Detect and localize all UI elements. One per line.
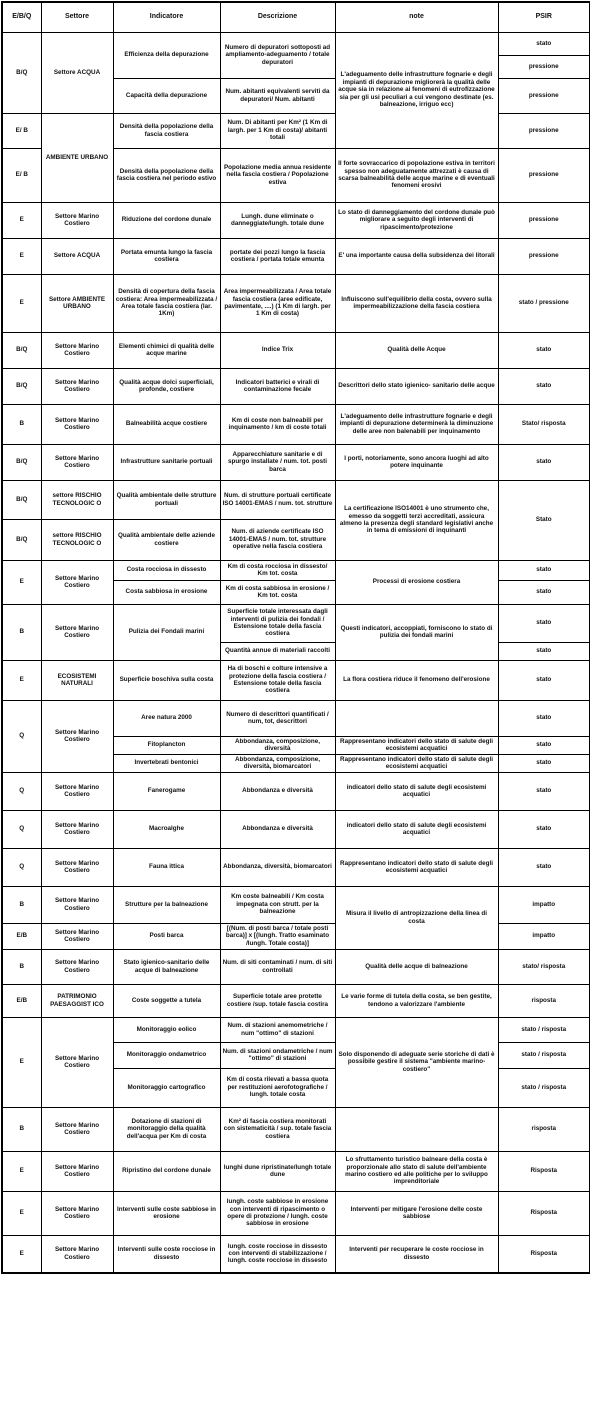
cell-descrizione: Abbondanza e diversità: [220, 810, 335, 848]
cell-psir: stato: [498, 368, 590, 404]
cell-ebq: B/Q: [2, 32, 41, 113]
cell-ebq: B/Q: [2, 480, 41, 519]
cell-indicatore: Densità della popolazione della fascia costiera nel periodo estivo: [113, 148, 220, 202]
cell-psir: stato: [498, 754, 590, 772]
cell-ebq: E/ B: [2, 113, 41, 148]
cell-indicatore: Balneabilità acque costiere: [113, 404, 220, 444]
cell-settore: Settore Marino Costiero: [41, 368, 113, 404]
cell-note: Rappresentano indicatori dello stato di salute degli ecosistemi acquatici: [335, 736, 498, 754]
cell-indicatore: Elementi chimici di qualità delle acque marine: [113, 332, 220, 368]
cell-indicatore: Qualità ambientale delle aziende costiere: [113, 519, 220, 560]
cell-psir: pressione: [498, 148, 590, 202]
cell-descrizione: Quantità annue di materiali raccolti: [220, 642, 335, 660]
cell-settore: Settore Marino Costiero: [41, 332, 113, 368]
cell-settore: Settore Marino Costiero: [41, 772, 113, 810]
cell-note: Qualità delle acque di balneazione: [335, 949, 498, 984]
cell-indicatore: Stato igienico-sanitario delle acque di balneazione: [113, 949, 220, 984]
table-row: [2, 700, 590, 736]
cell-note: Influiscono sull'equilibrio della costa, ovvero sulla impermeabilizzazione della fascia costiera: [335, 274, 498, 332]
cell-ebq: B: [2, 949, 41, 984]
cell-settore: Settore Marino Costiero: [41, 604, 113, 660]
cell-note: Rappresentano indicatori dello stato di salute degli ecosistemi acquatici: [335, 754, 498, 772]
cell-settore: AMBIENTE URBANO: [41, 113, 113, 202]
cell-note: L'adeguamento delle infrastrutture fognarie e degli impianti di depurazione determinerà la diminuzione delle aree non balenabili per inquinamento: [335, 404, 498, 444]
cell-descrizione: Num. di siti contaminati / num. di siti controllati: [220, 949, 335, 984]
cell-psir: pressione: [498, 202, 590, 238]
cell-settore: Settore Marino Costiero: [41, 810, 113, 848]
cell-descrizione: Km² di fascia costiera monitorati con sistematicità / sup. totale fascia costiera: [220, 1107, 335, 1151]
cell-descrizione: Num. abitanti equivalenti serviti da depuratori/ Num. abitanti: [220, 78, 335, 113]
cell-psir: impatto: [498, 886, 590, 923]
cell-indicatore: Posti barca: [113, 923, 220, 949]
cell-psir: stato: [498, 700, 590, 736]
cell-psir: stato/ risposta: [498, 949, 590, 984]
cell-ebq: E: [2, 1235, 41, 1273]
cell-settore: Settore Marino Costiero: [41, 1191, 113, 1235]
cell-indicatore: Coste soggette a tutela: [113, 984, 220, 1017]
cell-settore: Settore Marino Costiero: [41, 404, 113, 444]
cell-settore: Settore Marino Costiero: [41, 1151, 113, 1191]
cell-ebq: B/Q: [2, 444, 41, 480]
cell-settore: Settore Marino Costiero: [41, 560, 113, 604]
cell-descrizione: [(Num. di posti barca / totale posti barca)] x [(lungh. Tratto esaminato /lungh. Totale costa)]: [220, 923, 335, 949]
cell-descrizione: Km di costa rocciosa in dissesto/ Km tot. costa: [220, 560, 335, 580]
table-row: [2, 949, 590, 984]
table-row: [2, 202, 590, 238]
header-row: [2, 2, 590, 32]
cell-psir: Stato/ risposta: [498, 404, 590, 444]
table-row: [2, 274, 590, 332]
cell-psir: stato: [498, 642, 590, 660]
cell-psir: stato / risposta: [498, 1042, 590, 1068]
cell-psir: pressione: [498, 78, 590, 113]
cell-ebq: E/B: [2, 984, 41, 1017]
cell-note: [335, 700, 498, 736]
column-header-psir: PSIR: [498, 2, 590, 32]
cell-descrizione: Numero di depuratori sottoposti ad ampliamento-adeguamento / totale depuratori: [220, 32, 335, 78]
cell-descrizione: Km di costa rilevati a bassa quota per restituzioni aerofotografiche / lungh. totale costa: [220, 1068, 335, 1107]
cell-descrizione: Km di costa sabbiosa in erosione / Km tot. costa: [220, 580, 335, 604]
cell-indicatore: Ripristino del cordone dunale: [113, 1151, 220, 1191]
table-row: [2, 113, 590, 148]
cell-indicatore: Capacità della depurazione: [113, 78, 220, 113]
cell-indicatore: Fauna ittica: [113, 848, 220, 886]
cell-descrizione: Superficie totale aree protette costiere /sup. totale fascia costira: [220, 984, 335, 1017]
column-header-ebq: E/B/Q: [2, 2, 41, 32]
cell-indicatore: Fanerogame: [113, 772, 220, 810]
cell-descrizione: lungh. coste rocciose in dissesto con interventi di stabilizzazione / lungh. coste rocciose in dissesto: [220, 1235, 335, 1273]
cell-indicatore: Qualità acque dolci superficiali, profonde, costiere: [113, 368, 220, 404]
table-row: [2, 404, 590, 444]
cell-settore: Settore Marino Costiero: [41, 1235, 113, 1273]
cell-note: Qualità delle Acque: [335, 332, 498, 368]
cell-ebq: E: [2, 1191, 41, 1235]
cell-settore: Settore Marino Costiero: [41, 700, 113, 772]
cell-indicatore: Densità della popolazione della fascia costiera: [113, 113, 220, 148]
cell-psir: stato: [498, 444, 590, 480]
cell-psir: stato: [498, 848, 590, 886]
cell-psir: risposta: [498, 1107, 590, 1151]
table-row: [2, 1151, 590, 1191]
cell-ebq: B/Q: [2, 368, 41, 404]
cell-ebq: E: [2, 274, 41, 332]
cell-descrizione: Num. di stazioni ondametriche / num "ottimo" di stazioni: [220, 1042, 335, 1068]
table-row: [2, 1017, 590, 1042]
table-row: [2, 560, 590, 580]
cell-settore: Settore ACQUA: [41, 238, 113, 274]
cell-ebq: B/Q: [2, 332, 41, 368]
cell-ebq: B: [2, 1107, 41, 1151]
cell-psir: stato: [498, 604, 590, 642]
cell-ebq: Q: [2, 700, 41, 772]
cell-psir: stato: [498, 736, 590, 754]
cell-note: La certificazione ISO14001 è uno strumento che, emesso da soggetti terzi accreditati, assicura almeno la presenza degli standard legislativi anche in tema di emissioni di inquinanti: [335, 480, 498, 560]
cell-descrizione: Indice Trix: [220, 332, 335, 368]
cell-indicatore: Dotazione di stazioni di monitoraggio della qualità dell'acqua per Km di costa: [113, 1107, 220, 1151]
cell-settore: Settore Marino Costiero: [41, 923, 113, 949]
table-row: [2, 984, 590, 1017]
table-row: [2, 604, 590, 642]
table-row: [2, 660, 590, 700]
column-header-indicatore: Indicatore: [113, 2, 220, 32]
cell-note: I porti, notoriamente, sono ancora luoghi ad alto potere inquinante: [335, 444, 498, 480]
cell-ebq: B: [2, 604, 41, 660]
cell-settore: settore RISCHIO TECNOLOGIC O: [41, 519, 113, 560]
cell-indicatore: Qualità ambientale delle strutture portuali: [113, 480, 220, 519]
cell-indicatore: Aree natura 2000: [113, 700, 220, 736]
cell-psir: stato: [498, 660, 590, 700]
cell-indicatore: Invertebrati bentonici: [113, 754, 220, 772]
cell-indicatore: Riduzione del cordone dunale: [113, 202, 220, 238]
psir-indicator-table: [1, 1, 590, 1274]
cell-settore: Settore Marino Costiero: [41, 949, 113, 984]
cell-indicatore: Pulizia dei Fondali marini: [113, 604, 220, 660]
cell-indicatore: Strutture per la balneazione: [113, 886, 220, 923]
cell-note: Lo stato di danneggiamento del cordone dunale può migliorare a seguito degli interventi di ripascimento/protezione: [335, 202, 498, 238]
cell-indicatore: Costa sabbiosa in erosione: [113, 580, 220, 604]
cell-ebq: B/Q: [2, 519, 41, 560]
table-row: [2, 1107, 590, 1151]
cell-note: Interventi per recuperare le coste rocciose in dissesto: [335, 1235, 498, 1273]
cell-psir: stato / risposta: [498, 1068, 590, 1107]
cell-indicatore: Densità di copertura della fascia costiera: Area impermeabilizzata / Area totale fascia costiera (lar. 1Km): [113, 274, 220, 332]
cell-descrizione: lunghi dune ripristinate/lungh totale dune: [220, 1151, 335, 1191]
cell-ebq: Q: [2, 848, 41, 886]
cell-note: E' una importante causa della subsidenza dei litorali: [335, 238, 498, 274]
cell-ebq: E: [2, 560, 41, 604]
cell-ebq: E: [2, 202, 41, 238]
table-row: [2, 772, 590, 810]
cell-note: Lo sfruttamento turistico balneare della costa è proporzionale allo stato di salute dell'ambiente marino costiero ed alle politiche per lo sviluppo imprenditoriale: [335, 1151, 498, 1191]
cell-indicatore: Interventi sulle coste sabbiose in erosione: [113, 1191, 220, 1235]
cell-psir: stato: [498, 560, 590, 580]
cell-note: Descrittori dello stato igienico- sanitario delle acque: [335, 368, 498, 404]
table-row: [2, 810, 590, 848]
cell-descrizione: Km coste balneabili / Km costa impegnata con strutt. per la balneazione: [220, 886, 335, 923]
cell-psir: impatto: [498, 923, 590, 949]
column-header-note: note: [335, 2, 498, 32]
table-row: [2, 480, 590, 519]
cell-psir: stato: [498, 580, 590, 604]
cell-descrizione: Ha di boschi e colture intensive a protezione della fascia costiera / Estensione totale della fascia costiera: [220, 660, 335, 700]
cell-descrizione: Area impermeabilizzata / Area totale fascia costiera (aree edificate, pavimentate, ....) (1 Km di largh. per 1 Km di costa): [220, 274, 335, 332]
cell-settore: Settore Marino Costiero: [41, 886, 113, 923]
table-row: [2, 444, 590, 480]
cell-ebq: E/ B: [2, 148, 41, 202]
cell-descrizione: Lungh. dune eliminate o danneggiate/lungh. totale dune: [220, 202, 335, 238]
cell-note: indicatori dello stato di salute degli ecosistemi acquatici: [335, 810, 498, 848]
cell-note: La flora costiera riduce il fenomeno dell'erosione: [335, 660, 498, 700]
cell-ebq: E/B: [2, 923, 41, 949]
table-row: [2, 32, 590, 55]
cell-ebq: E: [2, 1151, 41, 1191]
cell-indicatore: Efficienza della depurazione: [113, 32, 220, 78]
cell-psir: Risposta: [498, 1235, 590, 1273]
cell-psir: stato / risposta: [498, 1017, 590, 1042]
cell-descrizione: Abbondanza, composizione, diversità, biomarcatori: [220, 754, 335, 772]
cell-psir: Stato: [498, 480, 590, 560]
cell-descrizione: Km di coste non balneabili per inquinamento / km di coste totali: [220, 404, 335, 444]
cell-settore: Settore Marino Costiero: [41, 1107, 113, 1151]
cell-note: Processi di erosione costiera: [335, 560, 498, 604]
cell-settore: settore RISCHIO TECNOLOGIC O: [41, 480, 113, 519]
cell-note: Questi indicatori, accoppiati, forniscono lo stato di pulizia dei fondali marini: [335, 604, 498, 660]
cell-settore: Settore AMBIENTE URBANO: [41, 274, 113, 332]
cell-descrizione: Num. di aziende certificate ISO 14001-EMAS / num. tot. strutture operative nella fascia costiera: [220, 519, 335, 560]
cell-settore: ECOSISTEMI NATURALI: [41, 660, 113, 700]
cell-descrizione: Abbondanza, composizione, diversità: [220, 736, 335, 754]
cell-note: Le varie forme di tutela della costa, se ben gestite, tendono a valorizzare l'ambiente: [335, 984, 498, 1017]
cell-ebq: E: [2, 660, 41, 700]
cell-descrizione: lungh. coste sabbiose in erosione con interventi di ripascimento o opere di protezione / lungh. coste sabbiose in erosione: [220, 1191, 335, 1235]
cell-ebq: E: [2, 238, 41, 274]
cell-descrizione: Abbondanza e diversità: [220, 772, 335, 810]
table-row: [2, 332, 590, 368]
cell-descrizione: Popolazione media annua residente nella fascia costiera / Popolazione estiva: [220, 148, 335, 202]
cell-note: indicatori dello stato di salute degli ecosistemi acquatici: [335, 772, 498, 810]
table-row: [2, 368, 590, 404]
cell-descrizione: Superficie totale interessata dagli interventi di pulizia dei fondali / Estensione totale della fascia costiera: [220, 604, 335, 642]
cell-descrizione: portate dei pozzi lungo la fascia costiera / portata totale emunta: [220, 238, 335, 274]
cell-ebq: B: [2, 886, 41, 923]
cell-indicatore: Monitoraggio cartografico: [113, 1068, 220, 1107]
cell-psir: pressione: [498, 113, 590, 148]
cell-ebq: Q: [2, 772, 41, 810]
cell-descrizione: Indicatori batterici e virali di contaminazione fecale: [220, 368, 335, 404]
table-row: [2, 1235, 590, 1273]
table-row: [2, 923, 590, 949]
cell-note: Interventi per mitigare l'erosione delle coste sabbiose: [335, 1191, 498, 1235]
cell-ebq: E: [2, 1017, 41, 1107]
cell-settore: Settore Marino Costiero: [41, 1017, 113, 1107]
cell-indicatore: Superficie boschiva sulla costa: [113, 660, 220, 700]
cell-indicatore: Macroalghe: [113, 810, 220, 848]
cell-descrizione: Abbondanza, diversità, biomarcatori: [220, 848, 335, 886]
cell-note: Misura il livello di antropizzazione della linea di costa: [335, 886, 498, 949]
cell-psir: pressione: [498, 55, 590, 78]
cell-psir: Risposta: [498, 1191, 590, 1235]
cell-psir: risposta: [498, 984, 590, 1017]
cell-settore: Settore Marino Costiero: [41, 202, 113, 238]
cell-indicatore: Interventi sulle coste rocciose in dissesto: [113, 1235, 220, 1273]
cell-psir: stato / pressione: [498, 274, 590, 332]
cell-settore: Settore ACQUA: [41, 32, 113, 113]
table-row: [2, 886, 590, 923]
table-body: [2, 32, 590, 1273]
cell-note: Rappresentano indicatori dello stato di salute degli ecosistemi acquatici: [335, 848, 498, 886]
column-header-settore: Settore: [41, 2, 113, 32]
cell-ebq: B: [2, 404, 41, 444]
table-row: [2, 1191, 590, 1235]
cell-settore: PATRIMONIO PAESAGGIST ICO: [41, 984, 113, 1017]
cell-psir: stato: [498, 772, 590, 810]
cell-descrizione: Num. di strutture portuali certificate ISO 14001-EMAS / num. tot. strutture: [220, 480, 335, 519]
cell-psir: stato: [498, 332, 590, 368]
cell-descrizione: Apparecchiature sanitarie e di spurgo installate / num. tot. posti barca: [220, 444, 335, 480]
cell-indicatore: Monitoraggio eolico: [113, 1017, 220, 1042]
table-row: [2, 848, 590, 886]
cell-indicatore: Costa rocciosa in dissesto: [113, 560, 220, 580]
cell-psir: pressione: [498, 238, 590, 274]
cell-psir: stato: [498, 810, 590, 848]
cell-indicatore: Monitoraggio ondametrico: [113, 1042, 220, 1068]
column-header-descrizione: Descrizione: [220, 2, 335, 32]
cell-indicatore: Infrastrutture sanitarie portuali: [113, 444, 220, 480]
cell-note: [335, 1107, 498, 1151]
cell-note: L'adeguamento delle infrastrutture fognarie e degli impianti di depurazione migliorerà la qualità delle acque sia in relazione ai fenomeni di eutrofizzazione sia per gli usi peculiari a cui vengono destinate (es. balneazione, irriguo ecc): [335, 32, 498, 148]
cell-note: Solo disponendo di adeguate serie storiche di dati è possibile gestire il sistema "ambiente marino-costiero": [335, 1017, 498, 1107]
cell-ebq: Q: [2, 810, 41, 848]
cell-descrizione: Num. Di abitanti per Km² (1 Km di largh. per 1 Km di costa)/ abitanti totali: [220, 113, 335, 148]
cell-note: Il forte sovraccarico di popolazione estiva in territori spesso non adeguatamente attrezzati è causa di scarsa balneabilità delle acque marine e di eventuali fenomeni erosivi: [335, 148, 498, 202]
cell-settore: Settore Marino Costiero: [41, 444, 113, 480]
table-row: [2, 238, 590, 274]
cell-indicatore: Fitoplancton: [113, 736, 220, 754]
cell-settore: Settore Marino Costiero: [41, 848, 113, 886]
cell-psir: Risposta: [498, 1151, 590, 1191]
cell-descrizione: Num. di stazioni anemometriche / num "ottimo" di stazioni: [220, 1017, 335, 1042]
cell-indicatore: Portata emunta lungo la fascia costiera: [113, 238, 220, 274]
cell-psir: stato: [498, 32, 590, 55]
cell-descrizione: Numero di descrittori quantificati / num, tot, descrittori: [220, 700, 335, 736]
